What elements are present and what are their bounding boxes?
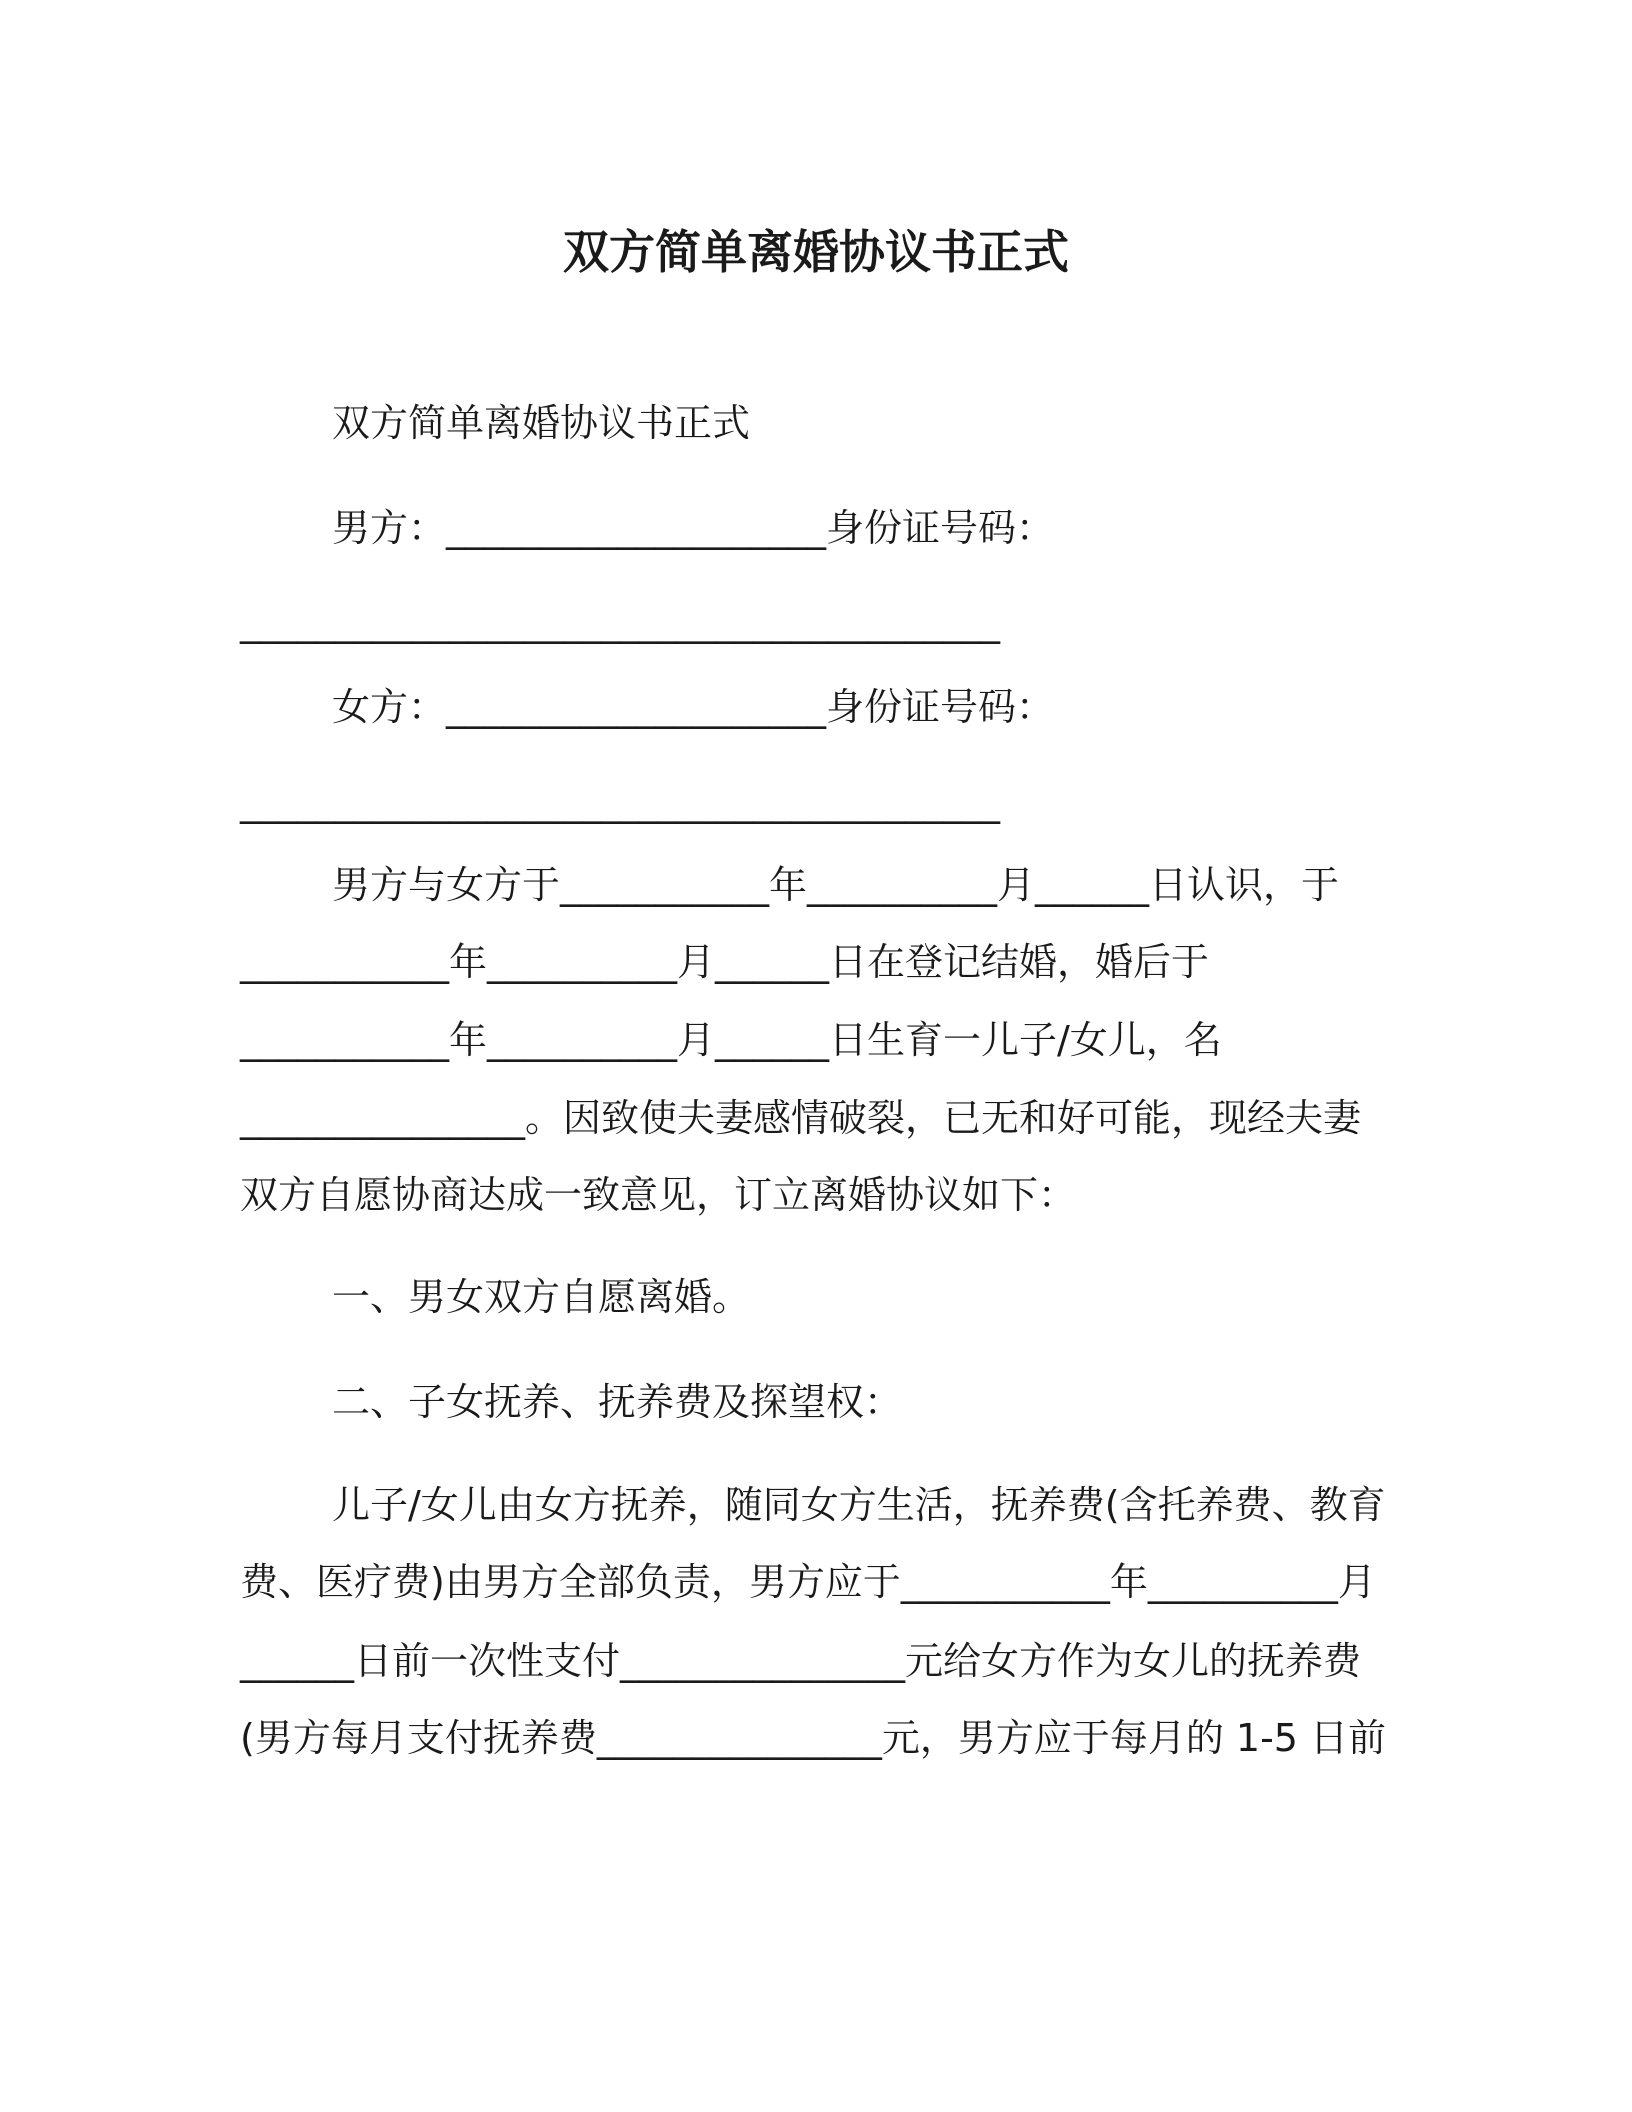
- clause-one: 一、男女双方自愿离婚。: [332, 1275, 751, 1319]
- preamble-line-1: 男方与女方于___________年__________月______日认识，于: [332, 863, 1340, 907]
- female-id-blank-line: ________________________________________: [240, 780, 1000, 824]
- document-title: 双方简单离婚协议书正式: [563, 225, 1069, 279]
- preamble-line-4: _______________。因致使夫妻感情破裂，已无和好可能，现经夫妻: [240, 1096, 1362, 1140]
- clause-two-line-3: ______日前一次性支付_______________元给女方作为女儿的抚养费: [240, 1639, 1362, 1683]
- subtitle-line: 双方简单离婚协议书正式: [332, 401, 751, 445]
- female-party-line: 女方：____________________身份证号码：: [332, 685, 1055, 729]
- clause-two-line-1: 儿子/女儿由女方抚养，随同女方生活，抚养费(含托养费、教育: [332, 1483, 1386, 1527]
- male-id-blank-line: ________________________________________: [240, 600, 1000, 644]
- preamble-line-5: 双方自愿协商达成一致意见，订立离婚协议如下：: [240, 1173, 1077, 1217]
- male-party-line: 男方：____________________身份证号码：: [332, 506, 1055, 550]
- preamble-line-2: ___________年__________月______日在登记结婚，婚后于: [240, 940, 1210, 984]
- clause-two-heading: 二、子女抚养、抚养费及探望权：: [332, 1380, 903, 1424]
- clause-two-line-2: 费、医疗费)由男方全部负责，男方应于___________年__________月: [240, 1560, 1376, 1604]
- clause-two-line-4: (男方每月支付抚养费_______________元，男方应于每月的 1-5 日前: [240, 1716, 1387, 1760]
- preamble-line-3: ___________年__________月______日生育一儿子/女儿，名: [240, 1018, 1222, 1062]
